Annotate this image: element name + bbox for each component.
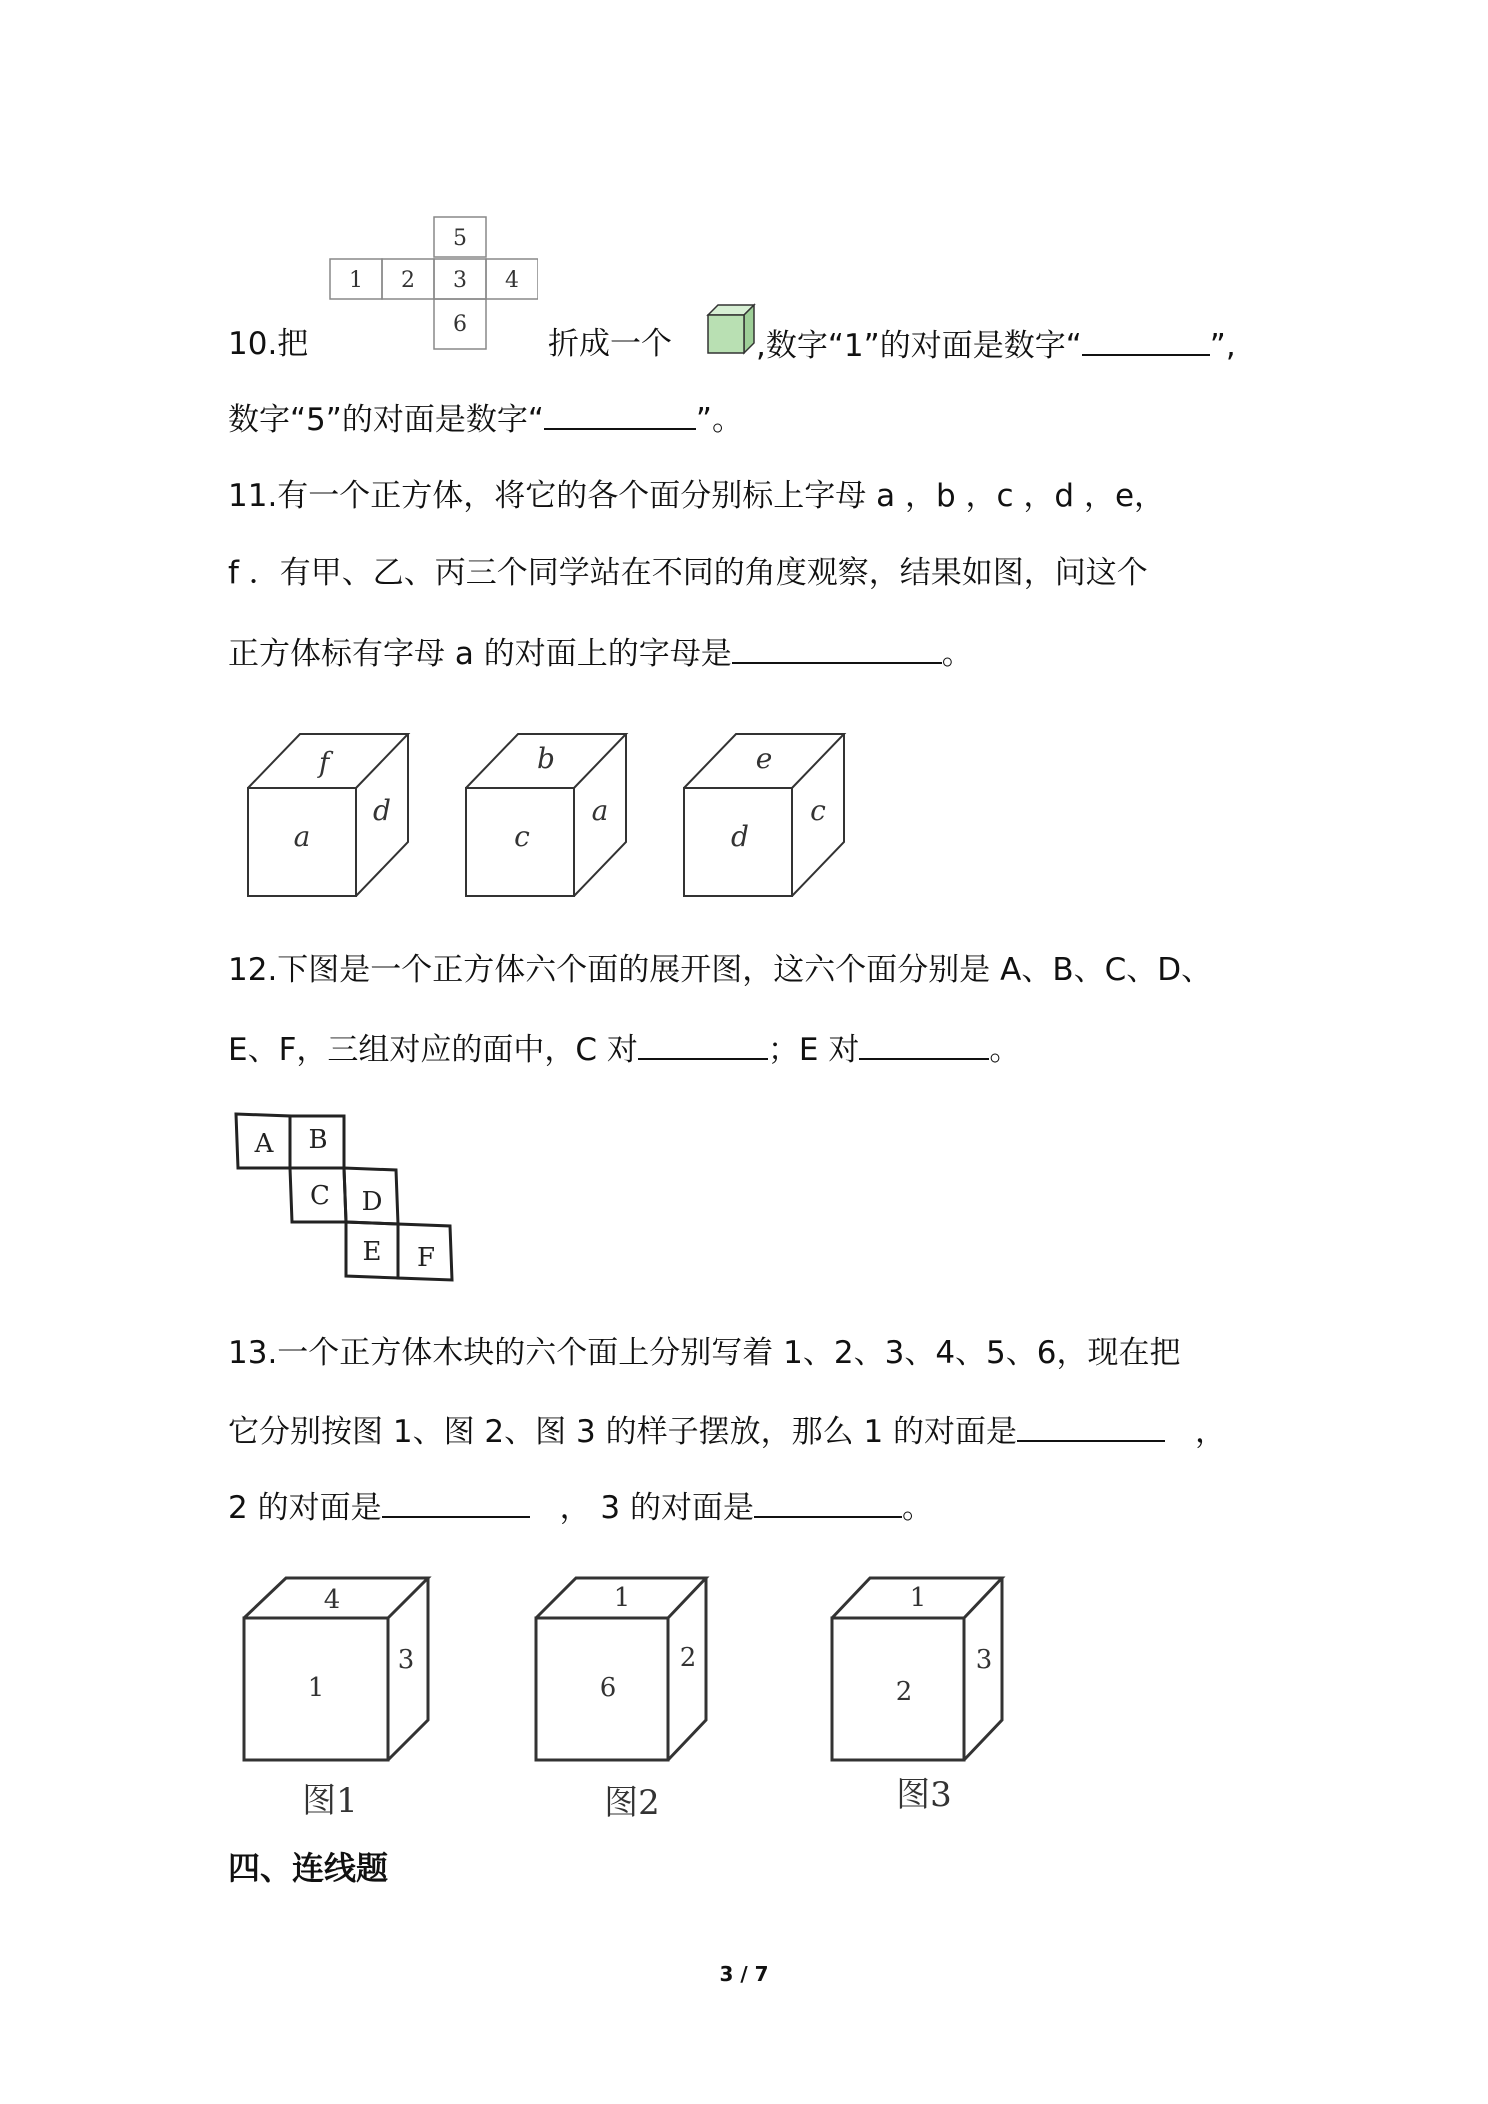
q10-suffix1: ,数字“1”的对面是数字“ <box>756 328 1082 364</box>
q11-line3-end: 。 <box>941 636 973 672</box>
q12-line2-b: ；E 对 <box>767 1032 860 1068</box>
q12-net-figure <box>232 1110 462 1282</box>
q10-line2 <box>228 398 743 440</box>
q11-line2: f ．有甲、乙、丙三个同学站在不同的角度观察，结果如图，问这个 <box>228 555 1148 591</box>
figure-caption: 图1 <box>302 1781 358 1820</box>
q10-line2-end: ”。 <box>695 402 743 438</box>
q13-line2-start: 它分别按图 1、图 2、图 3 的样子摆放，那么 1 的对面是 <box>228 1414 1018 1450</box>
q13-line3-c: 。 <box>902 1490 934 1526</box>
cube-side-label: 3 <box>397 1645 415 1675</box>
q13-line3 <box>228 1486 933 1528</box>
q10-middle-text: 折成一个 <box>548 326 672 362</box>
q10-line2-start: 数字“5”的对面是数字“ <box>228 402 544 438</box>
q11-line1: 11.有一个正方体，将它的各个面分别标上字母 a ，b ，c ，d ，e， <box>228 478 1166 514</box>
cube-front-label: d <box>731 820 749 853</box>
q12-line2-a: E、F，三组对应的面中，C 对 <box>228 1032 638 1068</box>
cube-top-label: 1 <box>909 1583 927 1613</box>
q11-line3-start: 正方体标有字母 a 的对面上的字母是 <box>228 636 732 672</box>
figure-caption: 图3 <box>896 1775 952 1815</box>
green-cube-icon <box>706 303 756 355</box>
section-heading: 四、连线题 <box>228 1849 389 1887</box>
cube-top-label: f <box>318 746 330 779</box>
cube-front-label: 1 <box>307 1673 325 1703</box>
cube-front-label: 2 <box>895 1677 913 1707</box>
q13-line3-a: 2 的对面是 <box>228 1490 382 1526</box>
q10-line1-end <box>756 324 1236 366</box>
net-face-label: 5 <box>453 226 467 251</box>
figure-caption: 图2 <box>604 1783 660 1820</box>
q13-line2-end: ， <box>1195 1414 1227 1450</box>
q13-line3-b: ， 3 的对面是 <box>559 1490 755 1526</box>
net-label-d: D <box>361 1187 383 1217</box>
cube-side-label: 2 <box>679 1643 697 1673</box>
q12-answer-blank-1[interactable] <box>638 1028 768 1060</box>
q13-line1: 13.一个正方体木块的六个面上分别写着 1、2、3、4、5、6，现在把 <box>228 1335 1181 1371</box>
cube-side-label: c <box>810 794 826 827</box>
cube-side-label: 3 <box>975 1645 993 1675</box>
q10-line1 <box>228 324 308 364</box>
q12-line2-c: 。 <box>989 1032 1021 1068</box>
q13-answer-blank-1[interactable] <box>1017 1410 1165 1442</box>
net-label-a: A <box>254 1129 274 1159</box>
cube-top-label: 1 <box>613 1583 631 1613</box>
q13-cubes-figure <box>236 1560 1036 1820</box>
q11-answer-blank[interactable] <box>732 632 942 664</box>
net-face-label: 3 <box>453 268 467 293</box>
q10-prefix: 10.把 <box>228 326 309 362</box>
cube-front-label: 6 <box>599 1673 617 1703</box>
q10-answer-blank-1[interactable] <box>1082 324 1210 356</box>
net-label-f: F <box>416 1243 436 1273</box>
net-face-label: 6 <box>453 312 467 337</box>
cube-side-label: a <box>591 794 609 827</box>
q12-line2 <box>228 1028 1020 1070</box>
q10-net-figure <box>328 213 538 355</box>
net-face-label: 4 <box>505 268 519 293</box>
q10-line1-right <box>548 324 672 364</box>
q11-cubes-figure <box>240 728 860 900</box>
q11-line3 <box>228 632 973 674</box>
cube-front-label: c <box>514 820 530 853</box>
cube-front-label: a <box>293 820 311 853</box>
net-label-e: E <box>362 1237 382 1267</box>
net-face-label: 2 <box>401 268 415 293</box>
net-label-c: C <box>310 1181 330 1211</box>
q13-answer-blank-2[interactable] <box>382 1486 530 1518</box>
q13-line2 <box>228 1410 1226 1452</box>
net-label-b: B <box>308 1125 328 1155</box>
q10-answer-blank-2[interactable] <box>544 398 696 430</box>
cube-top-label: b <box>537 742 555 775</box>
q10-end1: ”, <box>1209 328 1236 364</box>
page-number: 3 / 7 <box>719 1962 769 1986</box>
cube-top-label: 4 <box>323 1585 341 1615</box>
q13-answer-blank-3[interactable] <box>754 1486 902 1518</box>
q12-answer-blank-2[interactable] <box>859 1028 989 1060</box>
cube-side-label: d <box>373 794 391 827</box>
q12-line1: 12.下图是一个正方体六个面的展开图，这六个面分别是 A、B、C、D、 <box>228 952 1213 988</box>
cube-top-label: e <box>755 742 773 775</box>
net-face-label: 1 <box>349 268 363 293</box>
